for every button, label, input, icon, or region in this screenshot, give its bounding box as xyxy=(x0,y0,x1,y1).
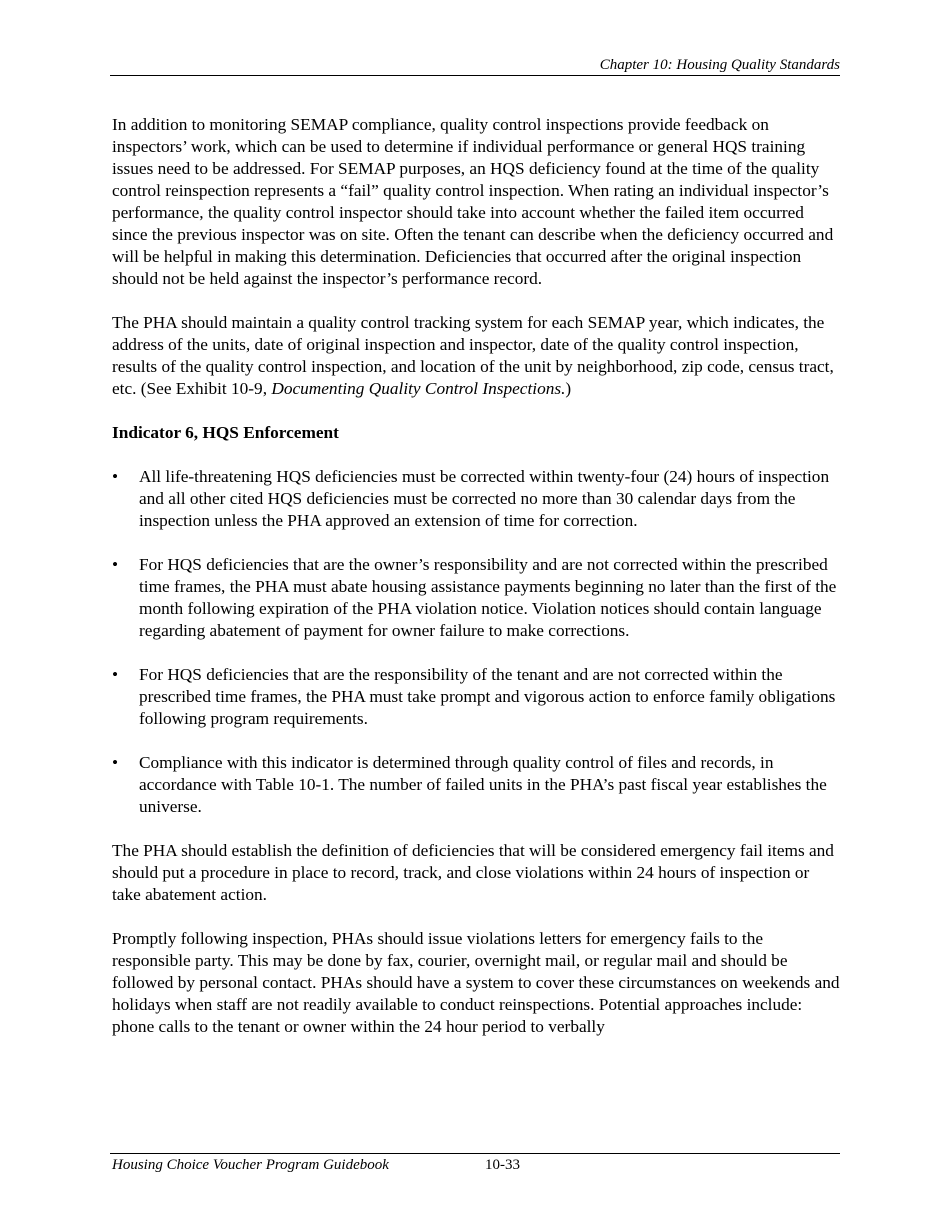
running-header: Chapter 10: Housing Quality Standards xyxy=(599,57,840,73)
paragraph-qc-tracking xyxy=(112,312,842,400)
list-item xyxy=(112,664,842,730)
paragraph-qc-tracking-end: ) xyxy=(565,379,572,398)
paragraph-violation-letters: Promptly following inspection, PHAs should issue violations letters for emergency fails to the responsible party. This may be done by fax, courier, overnight mail, or regular mail and should be followed by personal contact. PHAs should have a system to cover these circumstances on weekends and holidays when staff are not readily available to conduct reinspections. Potential approaches include: phone calls to the tenant or owner within the 24 hour period to verbally xyxy=(112,929,840,1036)
list-item xyxy=(112,466,842,532)
list-item-text: For HQS deficiencies that are the owner’s responsibility and are not corrected within the prescribed time frames, the PHA must abate housing assistance payments beginning no later than the first of the month following expiration of the PHA violation notice. Violation notices should contain language regarding abatement of payment for owner failure to make corrections. xyxy=(139,555,837,640)
list-item xyxy=(112,752,842,818)
bullet-icon: • xyxy=(112,467,119,486)
page-number: 10-33 xyxy=(485,1157,520,1173)
list-item xyxy=(112,554,842,642)
page-content xyxy=(112,114,842,1060)
requirements-list xyxy=(112,466,842,818)
list-item-text: All life-threatening HQS deficiencies must be corrected within twenty-four (24) hours of inspection and all other cited HQS deficiencies must be corrected no more than 30 calendar days from the inspection unless the PHA approved an extension of time for correction. xyxy=(139,467,830,530)
bullet-icon: • xyxy=(112,753,119,772)
footer-rule xyxy=(110,1153,840,1154)
list-item-text: For HQS deficiencies that are the responsibility of the tenant and are not corrected within the prescribed time frames, the PHA must take prompt and vigorous action to enforce family obligations following program requirements. xyxy=(139,665,836,728)
paragraph-qc-tracking-text: The PHA should maintain a quality control tracking system for each SEMAP year, which indicates, the address of the units, date of original inspection and inspector, date of the quality control inspection, results of the quality control inspection, and location of the unit by neighborhood, zip code, census tract, etc. (See Exhibit 10-9, xyxy=(112,313,834,398)
bullet-icon: • xyxy=(112,555,119,574)
list-item-text: Compliance with this indicator is determined through quality control of files and records, in accordance with Table 10-1. The number of failed units in the PHA’s past fiscal year establishes the universe. xyxy=(139,753,827,816)
paragraph-emergency-fail: The PHA should establish the definition of deficiencies that will be considered emergency fail items and should put a procedure in place to record, track, and close violations within 24 hours of inspection or take abatement action. xyxy=(112,841,834,904)
bullet-icon: • xyxy=(112,665,119,684)
header-rule xyxy=(110,75,840,76)
footer-guidebook-title: Housing Choice Voucher Program Guidebook xyxy=(112,1157,389,1173)
exhibit-reference: Documenting Quality Control Inspections. xyxy=(271,379,566,398)
paragraph-qc-feedback: In addition to monitoring SEMAP compliance, quality control inspections provide feedback on inspectors’ work, which can be used to determine if individual performance or general HQS training issues need to be addressed. For SEMAP purposes, an HQS deficiency found at the time of the quality control reinspection represents a “fail” quality control inspection. When rating an individual inspector’s performance, the quality control inspector should take into account whether the failed item occurred since the previous inspector was on site. Often the tenant can describe when the deficiency occurred and will be helpful in making this determination. Deficiencies that occurred after the original inspection should not be held against the inspector’s performance record. xyxy=(112,115,834,288)
section-heading: Indicator 6, HQS Enforcement xyxy=(112,423,339,442)
